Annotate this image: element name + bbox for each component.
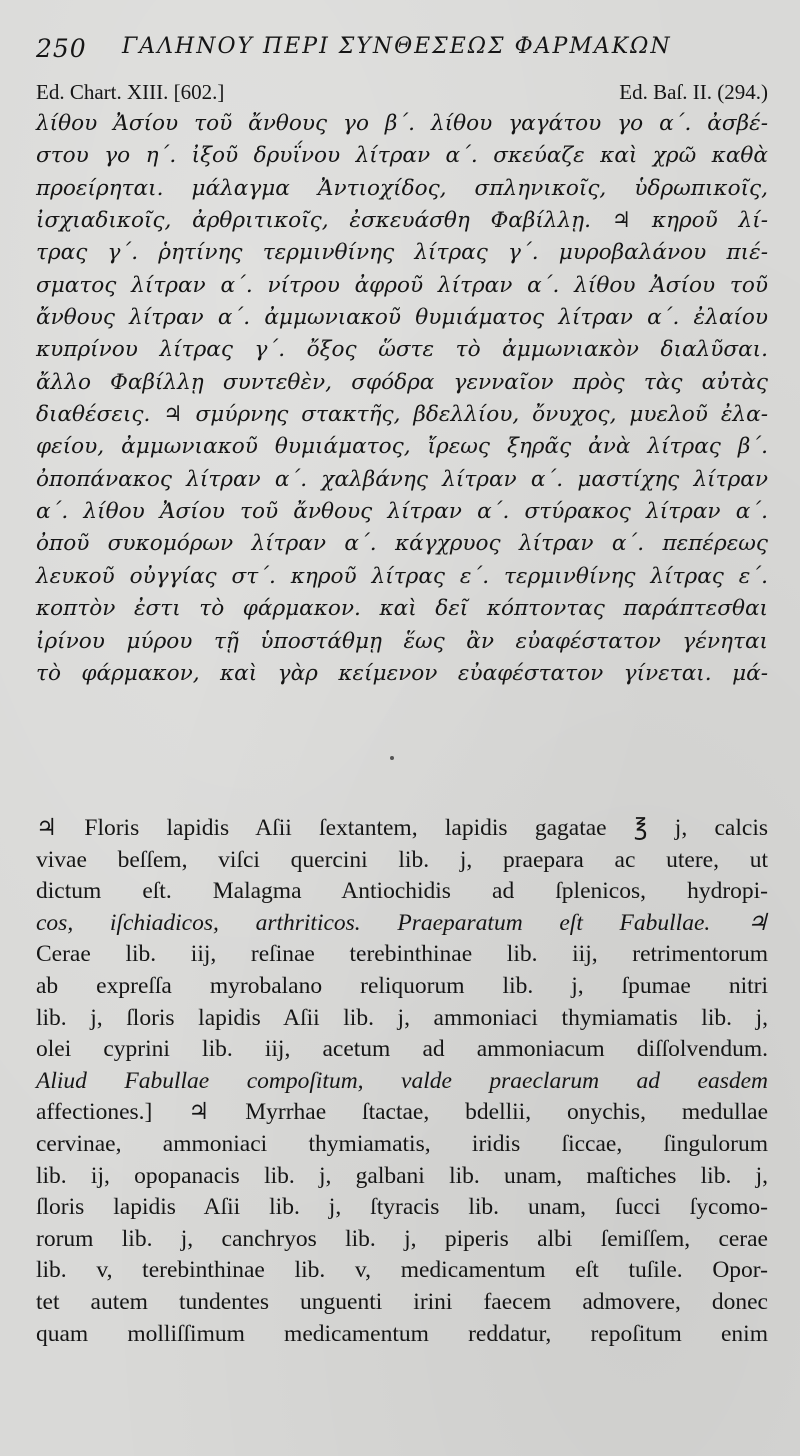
- latin-line: rorum lib. j, canchryos lib. j, piperis albi ſemiſſem, cerae: [36, 1225, 768, 1252]
- greek-line: τὸ φάρμακον, καὶ γὰρ κείμενον εὐαφέστατον γίνεται. μά-: [36, 660, 768, 686]
- latin-line: dictum eſt. Malagma Antiochidis ad ſplenicos, hydropi-: [36, 878, 768, 905]
- greek-line: φείου, ἀμμωνιακοῦ θυμιάματος, ἴρεως ξηρᾶς ἀνὰ λίτρας β΄.: [36, 434, 768, 460]
- latin-line: tet autem tundentes unguenti irini faecem admovere, donec: [36, 1288, 768, 1315]
- greek-line: ἄλλο Φαβίλλῃ συντεθὲν, σφόδρα γενναῖον πρὸς τὰς αὐτὰς: [36, 369, 768, 395]
- greek-line: ὀποπάνακος λίτραν α΄. χαλβάνης λίτραν α΄. μαστίχης λίτραν: [36, 466, 768, 492]
- greek-text-block: [36, 108, 768, 690]
- greek-line: σματος λίτραν α΄. νίτρου ἀφροῦ λίτραν α΄. λίθου Ἀσίου τοῦ: [36, 272, 768, 298]
- latin-line: ab expreſſa myrobalano reliquorum lib. j, ſpumae nitri: [36, 972, 768, 999]
- greek-line: ἰρίνου μύρου τῇ ὑποστάθμῃ ἕως ἂν εὐαφέστατον γένηται: [36, 628, 768, 654]
- greek-line: ὀποῦ συκομόρων λίτραν α΄. κάγχρυος λίτραν α΄. πεπέρεως: [36, 531, 768, 557]
- ink-speck: [390, 756, 394, 760]
- greek-line: α΄. λίθου Ἀσίου τοῦ ἄνθους λίτραν α΄. στύρακος λίτραν α΄.: [36, 499, 768, 525]
- latin-translation-block: [36, 813, 768, 1350]
- latin-line: cervinae, ammoniaci thymiamatis, iridis ſiccae, ſingulorum: [36, 1130, 768, 1157]
- latin-line: olei cyprini lib. iij, acetum ad ammoniacum diſſolvendum.: [36, 1036, 768, 1063]
- latin-line: lib. ij, opopanacis lib. j, galbani lib. unam, maſtiches lib. j,: [36, 1162, 768, 1189]
- latin-line: Cerae lib. iij, reſinae terebinthinae lib. iij, retrimentorum: [36, 941, 768, 968]
- greek-line: προείρηται. μάλαγμα Ἀντιοχίδος, σπληνικοῖς, ὑδρωπικοῖς,: [36, 175, 768, 201]
- greek-line: στου γο η΄. ἰξοῦ δρυΐνου λίτραν α΄. σκεύαζε καὶ χρῶ καθὰ: [36, 143, 768, 169]
- greek-line: τρας γ΄. ῥητίνης τερμινθίνης λίτρας γ΄. μυροβαλάνου πιέ-: [36, 240, 768, 266]
- greek-line: κυπρίνου λίτρας γ΄. ὄξος ὥστε τὸ ἀμμωνιακὸν διαλῦσαι.: [36, 337, 768, 363]
- latin-line: lib. v, terebinthinae lib. v, medicamentum eſt tuſile. Opor-: [36, 1257, 768, 1284]
- running-title: ΓΑΛΗΝΟΥ ΠΕΡΙ ΣΥΝΘΕΣΕΩΣ ΦΑΡΜΑΚΩΝ: [122, 34, 672, 59]
- latin-line: affectiones.] ♃ Myrrhae ſtactae, bdellii, onychis, medullae: [36, 1099, 768, 1126]
- greek-line: διαθέσεις. ♃ σμύρνης στακτῆς, βδελλίου, ὄνυχος, μυελοῦ ἐλα-: [36, 402, 768, 428]
- page-number: 250: [36, 34, 87, 63]
- edition-basel-reference: Ed. Baſ. II. (294.): [619, 80, 768, 104]
- edition-chartier-reference: Ed. Chart. XIII. [602.]: [36, 80, 225, 104]
- latin-line: quam molliſſimum medicamentum reddatur, repoſitum enim: [36, 1320, 768, 1347]
- latin-line: lib. j, ſloris lapidis Aſii lib. j, ammoniaci thymiamatis lib. j,: [36, 1004, 768, 1031]
- greek-line: ἰσχιαδικοῖς, ἀρθριτικοῖς, ἐσκευάσθη Φαβίλλῃ. ♃ κηροῦ λί-: [36, 208, 768, 234]
- greek-line: λίθου Ἀσίου τοῦ ἄνθους γο β΄. λίθου γαγάτου γο α΄. ἀσβέ-: [36, 111, 768, 136]
- latin-line: ♃ Floris lapidis Aſii ſextantem, lapidis gagatae ℥ j, calcis: [36, 815, 768, 841]
- edition-references: [36, 80, 768, 110]
- greek-line: λευκοῦ οὐγγίας στ΄. κηροῦ λίτρας ε΄. τερμινθίνης λίτρας ε΄.: [36, 563, 768, 589]
- page-header: [36, 30, 776, 64]
- latin-line-italic: Aliud Fabullae compoſitum, valde praeclarum ad easdem: [36, 1067, 768, 1094]
- greek-line: κοπτὸν ἐστι τὸ φάρμακον. καὶ δεῖ κόπτοντας παράπτεσθαι: [36, 596, 768, 622]
- latin-line-italic: cos, iſchiadicos, arthriticos. Praeparatum eſt Fabullae. ♃: [36, 909, 768, 936]
- latin-line: ſloris lapidis Aſii lib. j, ſtyracis lib. unam, ſucci ſycomo-: [36, 1194, 768, 1221]
- greek-line: ἄνθους λίτραν α΄. ἀμμωνιακοῦ θυμιάματος λίτραν α΄. ἐλαίου: [36, 305, 768, 331]
- latin-line: vivae beſſem, viſci quercini lib. j, praepara ac utere, ut: [36, 846, 768, 873]
